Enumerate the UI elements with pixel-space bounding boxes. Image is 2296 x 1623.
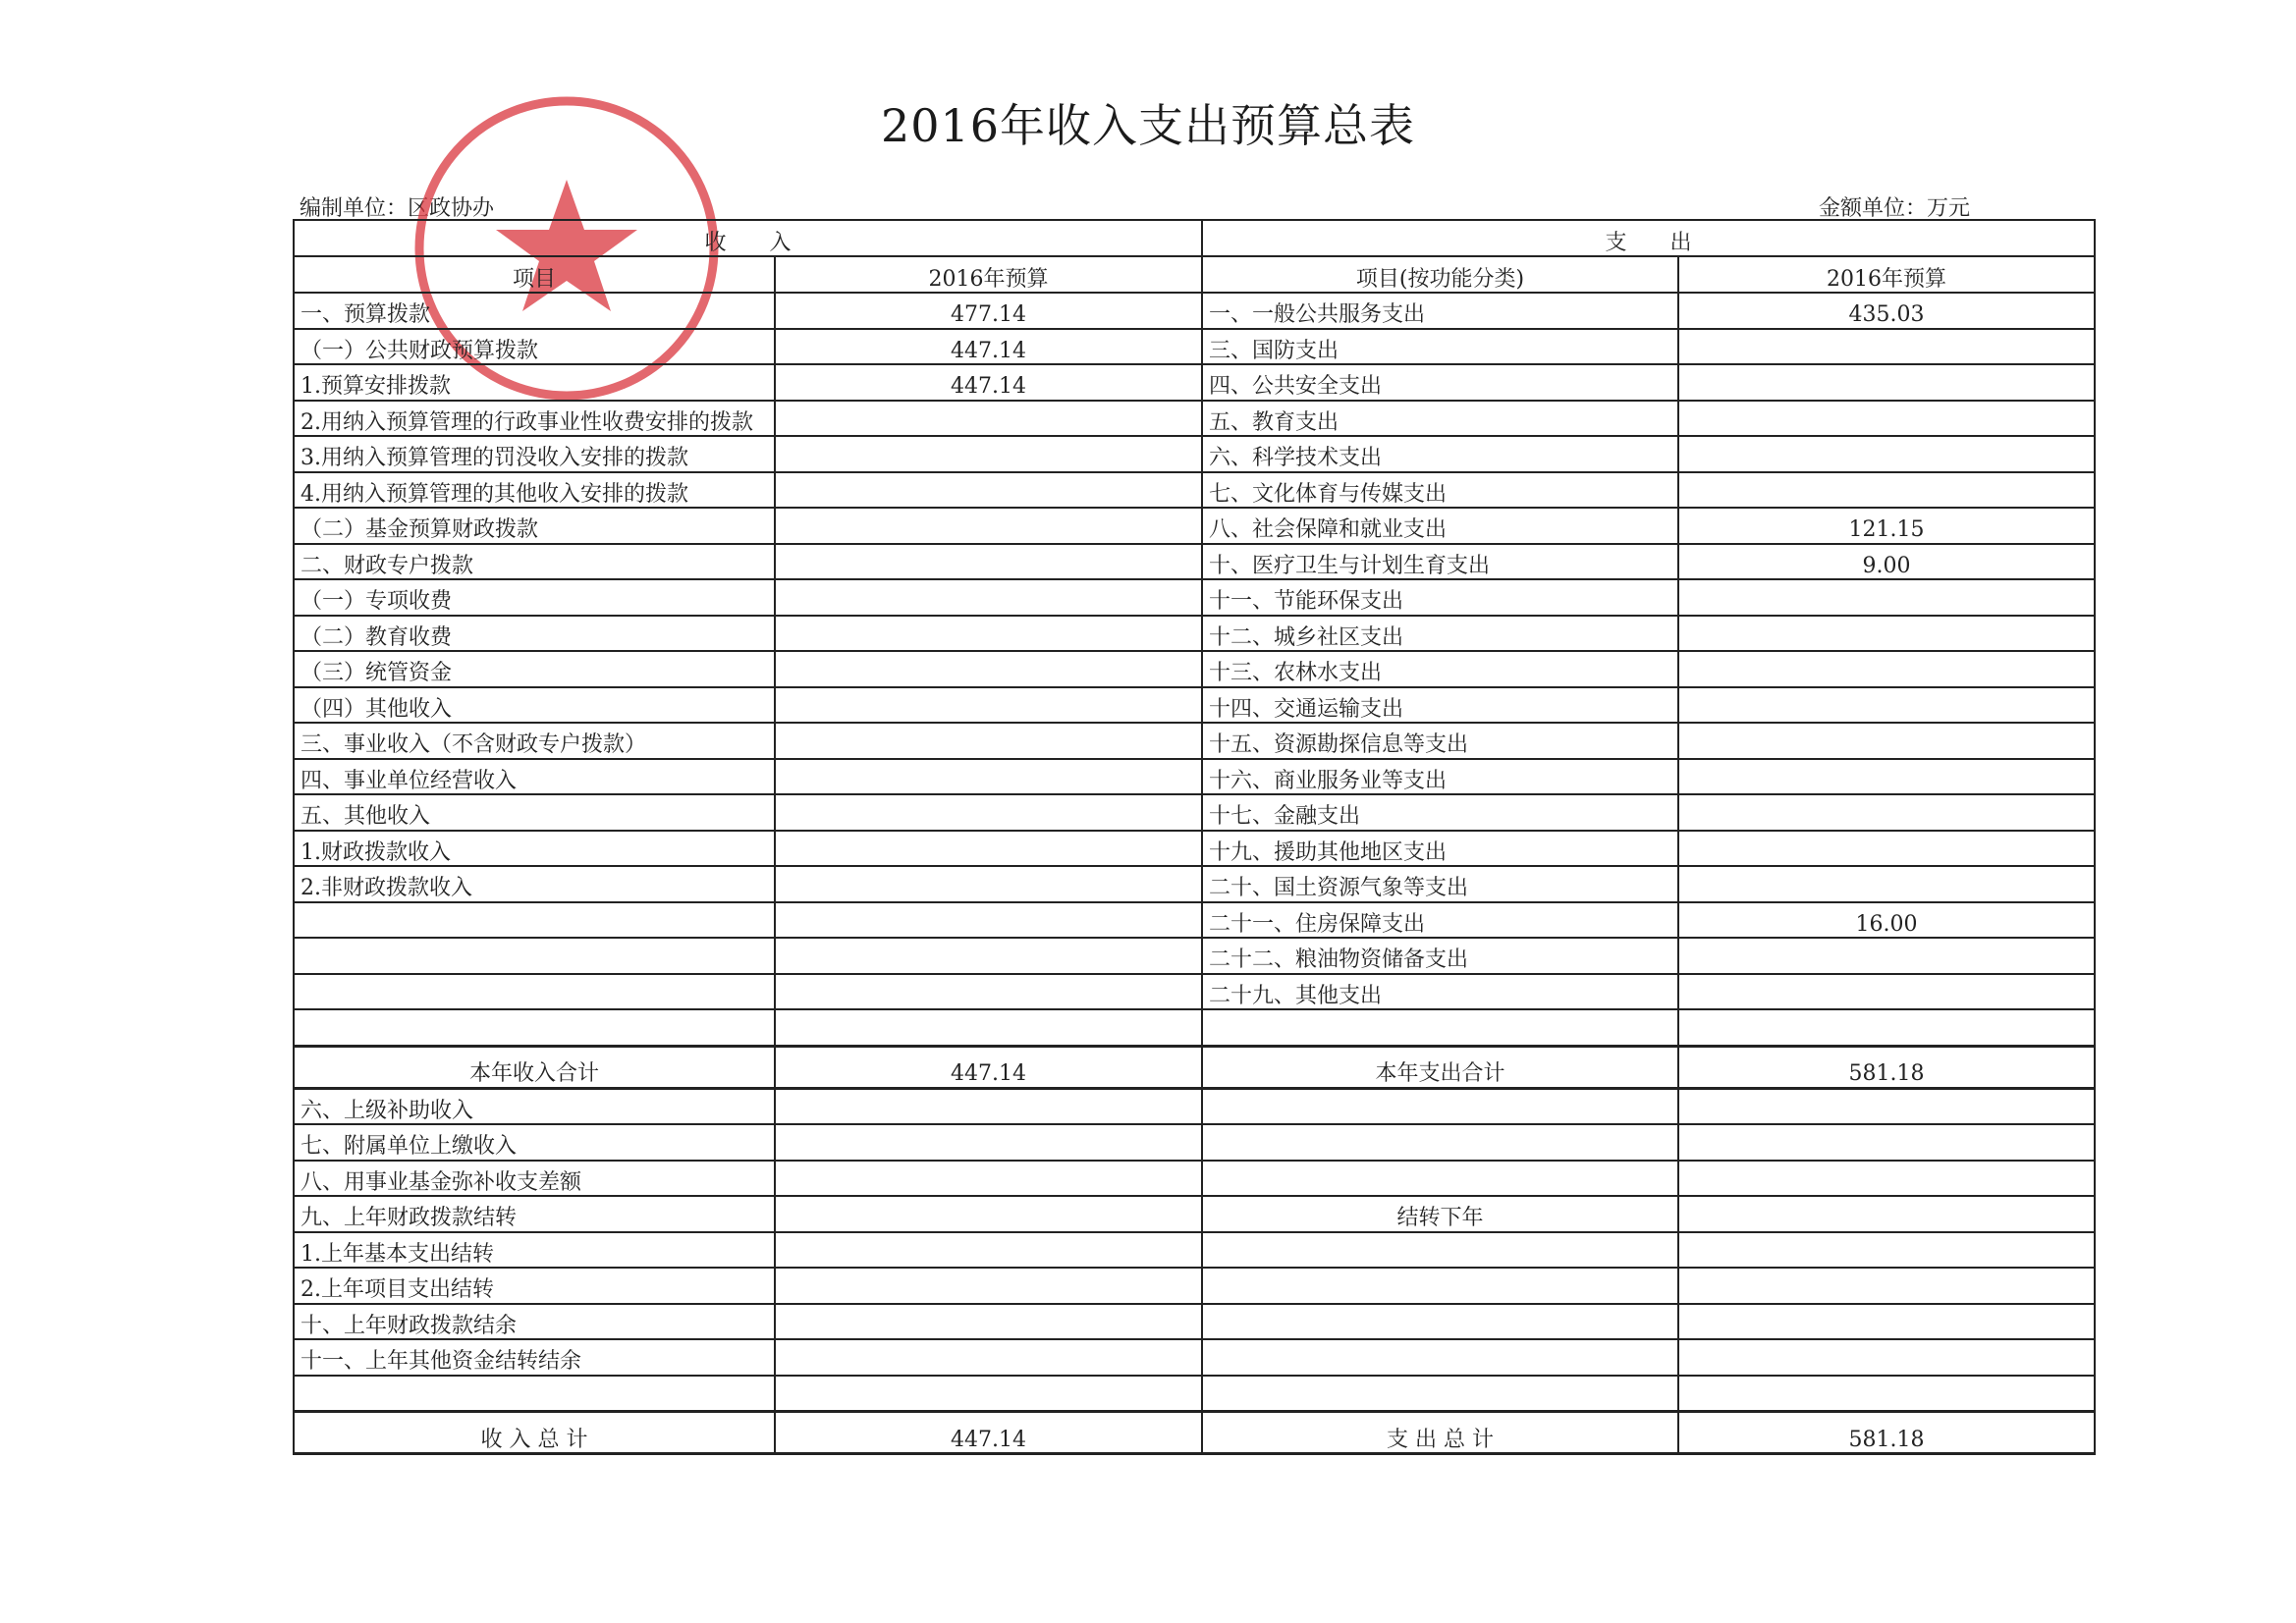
income-amount — [775, 1161, 1202, 1197]
column-header-row — [294, 256, 2095, 293]
expense-amount — [1678, 616, 2095, 652]
table-row — [294, 831, 2095, 867]
expense-amount — [1678, 687, 2095, 724]
expense-item — [1202, 1009, 1678, 1046]
income-amount — [775, 1088, 1202, 1124]
income-amount — [775, 401, 1202, 437]
income-item: （三）统管资金 — [294, 651, 775, 687]
expense-item: 二十、国土资源气象等支出 — [1202, 866, 1678, 902]
income-amount — [775, 723, 1202, 759]
income-amount — [775, 1376, 1202, 1412]
table-row — [294, 1124, 2095, 1161]
expense-item: 结转下年 — [1202, 1196, 1678, 1232]
subtotal-row — [294, 1046, 2095, 1088]
expense-item — [1202, 1304, 1678, 1340]
table-row — [294, 364, 2095, 401]
income-amount — [775, 1232, 1202, 1269]
page-title: 2016年收入支出预算总表 — [880, 99, 1416, 152]
income-amount — [775, 866, 1202, 902]
expense-item — [1202, 1339, 1678, 1376]
income-amount — [775, 687, 1202, 724]
income-amount — [775, 1304, 1202, 1340]
income-item: 3.用纳入预算管理的罚没收入安排的拨款 — [294, 436, 775, 472]
expense-amount — [1678, 831, 2095, 867]
income-item: 4.用纳入预算管理的其他收入安排的拨款 — [294, 472, 775, 509]
table-row — [294, 902, 2095, 939]
table-row — [294, 472, 2095, 509]
expense-amount — [1678, 579, 2095, 616]
expense-item: 二十一、住房保障支出 — [1202, 902, 1678, 939]
expense-item-header: 项目(按功能分类) — [1202, 256, 1678, 293]
expense-amount — [1678, 1196, 2095, 1232]
expense-item: 十五、资源勘探信息等支出 — [1202, 723, 1678, 759]
expense-amount — [1678, 1161, 2095, 1197]
income-amount — [775, 579, 1202, 616]
income-amount — [775, 974, 1202, 1010]
income-section-header: 收 入 — [294, 220, 1202, 256]
expense-item: 十四、交通运输支出 — [1202, 687, 1678, 724]
table-row — [294, 1304, 2095, 1340]
expense-amount — [1678, 794, 2095, 831]
table-row — [294, 1196, 2095, 1232]
expense-amount — [1678, 651, 2095, 687]
expense-amount — [1678, 866, 2095, 902]
table-row — [294, 544, 2095, 580]
table-row — [294, 329, 2095, 365]
table-row — [294, 651, 2095, 687]
expense-amount — [1678, 938, 2095, 974]
income-item — [294, 974, 775, 1010]
expense-amount — [1678, 1304, 2095, 1340]
income-item: 一、预算拨款 — [294, 293, 775, 329]
income-total-label: 收 入 总 计 — [294, 1412, 775, 1454]
income-item: 二、财政专户拨款 — [294, 544, 775, 580]
expense-item — [1202, 1124, 1678, 1161]
expense-amount: 121.15 — [1678, 508, 2095, 544]
expense-item — [1202, 1232, 1678, 1269]
income-item — [294, 1376, 775, 1412]
expense-amount — [1678, 472, 2095, 509]
expense-amount — [1678, 1232, 2095, 1269]
income-amount — [775, 1339, 1202, 1376]
income-amount — [775, 616, 1202, 652]
expense-amount — [1678, 1009, 2095, 1046]
expense-amount — [1678, 329, 2095, 365]
income-budget-header: 2016年预算 — [775, 256, 1202, 293]
income-item: 十一、上年其他资金结转结余 — [294, 1339, 775, 1376]
expense-item: 七、文化体育与传媒支出 — [1202, 472, 1678, 509]
table-row — [294, 974, 2095, 1010]
expense-amount: 9.00 — [1678, 544, 2095, 580]
income-amount — [775, 1268, 1202, 1304]
expense-subtotal-amount: 581.18 — [1678, 1046, 2095, 1088]
expense-amount — [1678, 759, 2095, 795]
expense-amount — [1678, 1088, 2095, 1124]
income-amount — [775, 759, 1202, 795]
expense-amount — [1678, 1339, 2095, 1376]
table-row — [294, 938, 2095, 974]
budget-table — [293, 219, 2096, 1455]
expense-total-amount: 581.18 — [1678, 1412, 2095, 1454]
expense-amount — [1678, 364, 2095, 401]
income-amount — [775, 436, 1202, 472]
expense-item: 二十二、粮油物资储备支出 — [1202, 938, 1678, 974]
income-amount — [775, 938, 1202, 974]
expense-item: 一、一般公共服务支出 — [1202, 293, 1678, 329]
income-item: （一）公共财政预算拨款 — [294, 329, 775, 365]
income-item — [294, 902, 775, 939]
income-amount — [775, 1124, 1202, 1161]
income-amount: 477.14 — [775, 293, 1202, 329]
income-amount — [775, 1009, 1202, 1046]
income-subtotal-label: 本年收入合计 — [294, 1046, 775, 1088]
expense-subtotal-label: 本年支出合计 — [1202, 1046, 1678, 1088]
expense-item: 十九、援助其他地区支出 — [1202, 831, 1678, 867]
income-item: 五、其他收入 — [294, 794, 775, 831]
expense-item: 十二、城乡社区支出 — [1202, 616, 1678, 652]
table-row — [294, 1376, 2095, 1412]
table-row — [294, 1009, 2095, 1046]
income-item: 六、上级补助收入 — [294, 1088, 775, 1124]
income-item: 1.预算安排拨款 — [294, 364, 775, 401]
income-item: 1.财政拨款收入 — [294, 831, 775, 867]
income-item: 八、用事业基金弥补收支差额 — [294, 1161, 775, 1197]
table-row — [294, 616, 2095, 652]
expense-item: 十七、金融支出 — [1202, 794, 1678, 831]
table-row — [294, 1339, 2095, 1376]
grand-total-row — [294, 1412, 2095, 1454]
income-item: 2.用纳入预算管理的行政事业性收费安排的拨款 — [294, 401, 775, 437]
table-row — [294, 1088, 2095, 1124]
table-row — [294, 723, 2095, 759]
expense-item — [1202, 1268, 1678, 1304]
unit-label: 金额单位：万元 — [1818, 196, 1970, 221]
table-row — [294, 866, 2095, 902]
income-total-amount: 447.14 — [775, 1412, 1202, 1454]
expense-section-header: 支 出 — [1202, 220, 2095, 256]
income-item: （四）其他收入 — [294, 687, 775, 724]
expense-item: 十三、农林水支出 — [1202, 651, 1678, 687]
income-item: 四、事业单位经营收入 — [294, 759, 775, 795]
table-row — [294, 293, 2095, 329]
expense-amount: 435.03 — [1678, 293, 2095, 329]
table-row — [294, 1232, 2095, 1269]
expense-item: 十、医疗卫生与计划生育支出 — [1202, 544, 1678, 580]
table-row — [294, 794, 2095, 831]
income-amount — [775, 544, 1202, 580]
expense-item: 十一、节能环保支出 — [1202, 579, 1678, 616]
income-item: （二）基金预算财政拨款 — [294, 508, 775, 544]
org-label: 编制单位：区政协办 — [300, 196, 495, 221]
income-amount: 447.14 — [775, 364, 1202, 401]
income-amount — [775, 472, 1202, 509]
income-item — [294, 938, 775, 974]
income-amount — [775, 1196, 1202, 1232]
expense-amount: 16.00 — [1678, 902, 2095, 939]
expense-amount — [1678, 1268, 2095, 1304]
income-item-header: 项目 — [294, 256, 775, 293]
income-amount — [775, 651, 1202, 687]
expense-amount — [1678, 436, 2095, 472]
expense-item: 十六、商业服务业等支出 — [1202, 759, 1678, 795]
income-amount — [775, 508, 1202, 544]
expense-amount — [1678, 723, 2095, 759]
income-subtotal-amount: 447.14 — [775, 1046, 1202, 1088]
expense-amount — [1678, 401, 2095, 437]
expense-amount — [1678, 974, 2095, 1010]
expense-item: 六、科学技术支出 — [1202, 436, 1678, 472]
table-row — [294, 759, 2095, 795]
table-row — [294, 508, 2095, 544]
table-row — [294, 579, 2095, 616]
income-item: 九、上年财政拨款结转 — [294, 1196, 775, 1232]
table-row — [294, 436, 2095, 472]
income-amount — [775, 831, 1202, 867]
income-amount: 447.14 — [775, 329, 1202, 365]
table-row — [294, 1268, 2095, 1304]
table-row — [294, 687, 2095, 724]
income-item: 七、附属单位上缴收入 — [294, 1124, 775, 1161]
income-item: （一）专项收费 — [294, 579, 775, 616]
income-amount — [775, 794, 1202, 831]
expense-item — [1202, 1376, 1678, 1412]
expense-amount — [1678, 1124, 2095, 1161]
income-item: 2.上年项目支出结转 — [294, 1268, 775, 1304]
income-item: 2.非财政拨款收入 — [294, 866, 775, 902]
expense-amount — [1678, 1376, 2095, 1412]
income-item: （二）教育收费 — [294, 616, 775, 652]
section-header-row — [294, 220, 2095, 256]
expense-item — [1202, 1088, 1678, 1124]
income-item — [294, 1009, 775, 1046]
expense-total-label: 支 出 总 计 — [1202, 1412, 1678, 1454]
income-item: 十、上年财政拨款结余 — [294, 1304, 775, 1340]
expense-item: 三、国防支出 — [1202, 329, 1678, 365]
expense-item: 五、教育支出 — [1202, 401, 1678, 437]
income-item: 1.上年基本支出结转 — [294, 1232, 775, 1269]
table-row — [294, 401, 2095, 437]
expense-item: 四、公共安全支出 — [1202, 364, 1678, 401]
income-item: 三、事业收入（不含财政专户拨款） — [294, 723, 775, 759]
expense-budget-header: 2016年预算 — [1678, 256, 2095, 293]
expense-item: 八、社会保障和就业支出 — [1202, 508, 1678, 544]
expense-item — [1202, 1161, 1678, 1197]
income-amount — [775, 902, 1202, 939]
table-row — [294, 1161, 2095, 1197]
expense-item: 二十九、其他支出 — [1202, 974, 1678, 1010]
